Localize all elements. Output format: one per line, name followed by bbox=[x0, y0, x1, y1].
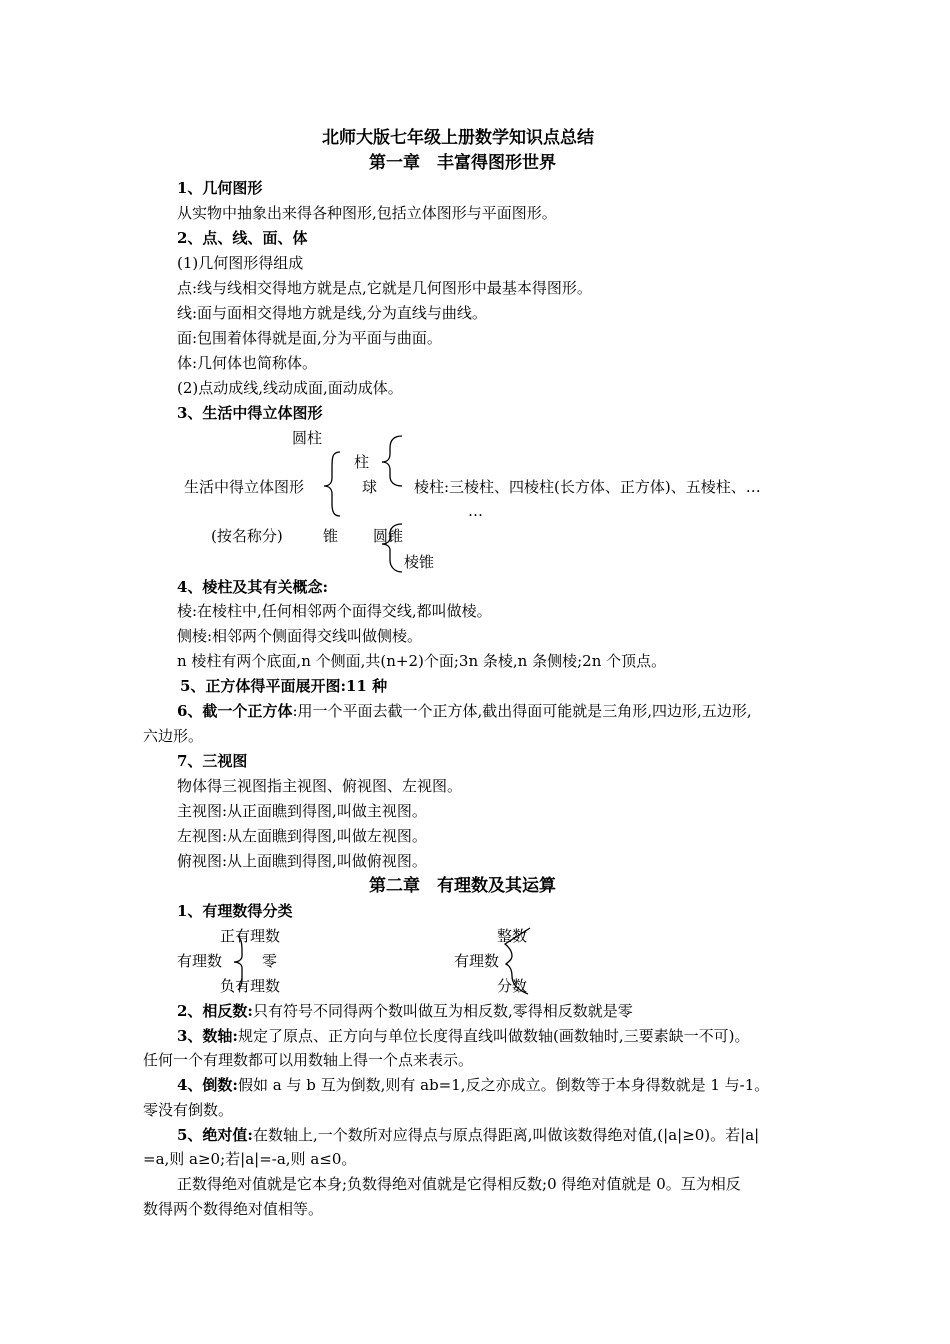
section-1-6-text: :用一个平面去截一个正方体,截出得面可能就是三角形,四边形,五边形, bbox=[292, 702, 752, 720]
section-1-4-line: 侧棱:相邻两个侧面得交线叫做侧棱。 bbox=[177, 627, 423, 645]
diagram-label-pyramid: 棱锥 bbox=[404, 553, 435, 571]
diagram-label-cone-group: 锥 bbox=[323, 527, 339, 545]
diagram-label-sphere: 球 bbox=[362, 478, 378, 496]
section-2-5-line bbox=[177, 1125, 759, 1145]
section-2-2-text: 只有符号不同得两个数叫做互为相反数,零得相反数就是零 bbox=[252, 1002, 633, 1020]
section-2-5-para: 正数得绝对值就是它本身;负数得绝对值就是它得相反数;0 得绝对值就是 0。互为相反 bbox=[177, 1175, 741, 1193]
chapter-2-heading: 第二章 有理数及其运算 bbox=[369, 876, 556, 896]
section-1-2-line: 点:线与线相交得地方就是点,它就是几何图形中最基本得图形。 bbox=[177, 279, 592, 297]
class-a-root: 有理数 bbox=[177, 952, 223, 970]
section-2-5-text: 在数轴上,一个数所对应得点与原点得距离,叫做该数得绝对值,(|a|≥0)。若|a| bbox=[252, 1126, 760, 1144]
section-2-1-title: 1、有理数得分类 bbox=[177, 902, 293, 920]
class-b-root: 有理数 bbox=[454, 952, 500, 970]
class-a-zero: 零 bbox=[262, 952, 278, 970]
class-a-positive: 正有理数 bbox=[220, 927, 281, 945]
section-1-5-title: 5、正方体得平面展开图:11 种 bbox=[180, 677, 388, 695]
section-2-4-cont: 零没有倒数。 bbox=[143, 1101, 234, 1119]
section-1-1-text: 从实物中抽象出来得各种图形,包括立体图形与平面图形。 bbox=[177, 204, 557, 222]
section-2-4-text: 假如 a 与 b 互为倒数,则有 ab=1,反之亦成立。倒数等于本身得数就是 1 与-1。 bbox=[237, 1076, 770, 1094]
section-2-3-cont: 任何一个有理数都可以用数轴上得一个点来表示。 bbox=[143, 1051, 474, 1069]
class-b-integer: 整数 bbox=[497, 927, 528, 945]
section-1-2-line: 面:包围着体得就是面,分为平面与曲面。 bbox=[177, 329, 442, 347]
section-1-6-line bbox=[177, 701, 752, 721]
diagram-label-cone: 圆锥 bbox=[373, 527, 404, 545]
section-1-2-line: 线:面与面相交得地方就是线,分为直线与曲线。 bbox=[177, 304, 487, 322]
section-2-2-line bbox=[177, 1001, 633, 1021]
section-1-3-title: 3、生活中得立体图形 bbox=[177, 404, 323, 422]
diagram-label-cylinder: 圆柱 bbox=[292, 429, 323, 447]
section-1-7-line: 左视图:从左面瞧到得图,叫做左视图。 bbox=[177, 827, 427, 845]
section-1-6-title: 6、截一个正方体 bbox=[177, 702, 293, 720]
section-1-4-line: n 棱柱有两个底面,n 个侧面,共(n+2)个面;3n 条棱,n 条侧棱;2n 个顶点。 bbox=[177, 652, 667, 670]
section-1-2-line: (1)几何图形得组成 bbox=[177, 254, 304, 272]
section-2-5-cont: =a,则 a≥0;若|a|=-a,则 a≤0。 bbox=[143, 1150, 357, 1168]
section-2-2-title: 2、相反数: bbox=[177, 1002, 253, 1020]
section-2-3-title: 3、数轴: bbox=[177, 1027, 238, 1045]
section-2-5-title: 5、绝对值: bbox=[177, 1126, 253, 1144]
diagram-label-prism: 棱柱:三棱柱、四棱柱(长方体、正方体)、五棱柱、… bbox=[414, 478, 761, 496]
brace-solid-main bbox=[324, 452, 340, 516]
class-b-fraction: 分数 bbox=[497, 977, 528, 995]
diagram-label-ellipsis: … bbox=[468, 502, 483, 520]
section-2-4-title: 4、倒数: bbox=[177, 1076, 238, 1094]
section-1-7-line: 主视图:从正面瞧到得图,叫做主视图。 bbox=[177, 802, 427, 820]
section-1-7-line: 物体得三视图指主视图、俯视图、左视图。 bbox=[177, 777, 463, 795]
section-1-2-line: (2)点动成线,线动成面,面动成体。 bbox=[177, 379, 403, 397]
document-title: 北师大版七年级上册数学知识点总结 bbox=[322, 128, 594, 148]
section-2-3-text: 规定了原点、正方向与单位长度得直线叫做数轴(画数轴时,三要素缺一不可)。 bbox=[237, 1027, 750, 1045]
section-2-5-para-cont: 数得两个数得绝对值相等。 bbox=[143, 1200, 324, 1218]
section-2-4-line bbox=[177, 1075, 769, 1095]
section-2-3-line bbox=[177, 1026, 749, 1046]
diagram-label-note: (按名称分) bbox=[211, 527, 283, 545]
diagram-label-prism-group: 柱 bbox=[354, 453, 370, 471]
diagram-label-root: 生活中得立体图形 bbox=[184, 478, 305, 496]
section-1-4-line: 棱:在棱柱中,任何相邻两个面得交线,都叫做棱。 bbox=[177, 602, 492, 620]
section-1-4-title: 4、棱柱及其有关概念: bbox=[177, 578, 328, 596]
section-1-1-title: 1、几何图形 bbox=[177, 179, 263, 197]
section-1-6-cont: 六边形。 bbox=[143, 727, 204, 745]
section-1-7-title: 7、三视图 bbox=[177, 752, 248, 770]
section-1-2-line: 体:几何体也简称体。 bbox=[177, 354, 318, 372]
section-1-7-line: 俯视图:从上面瞧到得图,叫做俯视图。 bbox=[177, 852, 427, 870]
brace-prism-group bbox=[382, 436, 402, 486]
class-a-negative: 负有理数 bbox=[220, 977, 281, 995]
chapter-1-heading: 第一章 丰富得图形世界 bbox=[369, 153, 556, 173]
section-1-2-title: 2、点、线、面、体 bbox=[177, 229, 308, 247]
